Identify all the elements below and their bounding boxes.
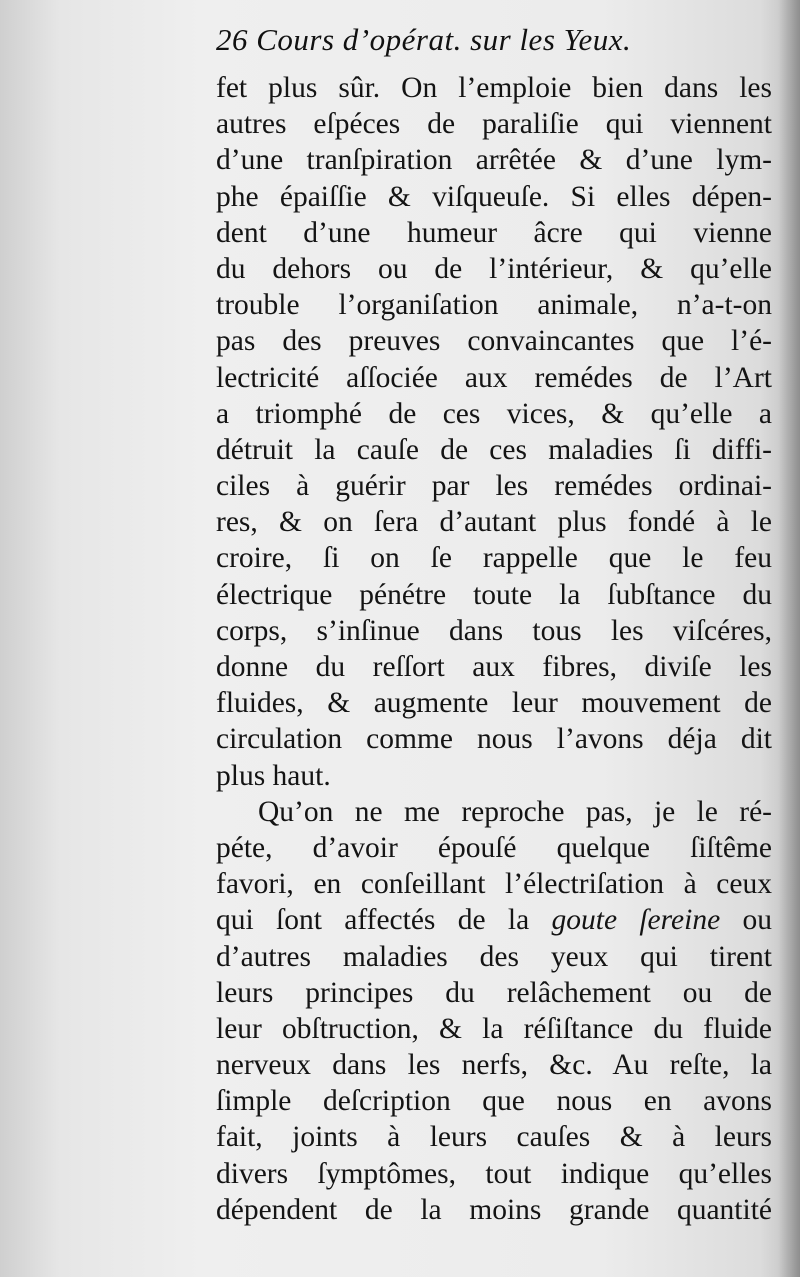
text-line: pas des preuves convaincantes que l’é- bbox=[216, 325, 772, 358]
text-line: ciles à guérir par les remédes ordinai- bbox=[216, 470, 772, 503]
text-line: donne du reſſort aux fibres, diviſe les bbox=[216, 651, 772, 683]
text-line: phe épaiſſie & viſqueuſe. Si elles dépen- bbox=[216, 180, 772, 213]
text-line: ſimple deſcription que nous en avons bbox=[216, 1085, 772, 1118]
text-line: dépendent de la moins grande quantité bbox=[216, 1193, 772, 1226]
text-line: trouble l’organiſation animale, n’a-t-on bbox=[216, 289, 772, 322]
text-segment: ou bbox=[742, 904, 772, 937]
text-line: nerveux dans les nerfs, &c. Au reſte, la bbox=[216, 1049, 772, 1082]
text-line-with-italic bbox=[216, 902, 772, 938]
page-edge-shadow bbox=[778, 0, 800, 1277]
text-line: fet plus sûr. On l’emploie bien dans les bbox=[216, 72, 772, 104]
text-line: du dehors ou de l’intérieur, & qu’elle bbox=[216, 252, 772, 285]
italic-term: goute ſereine bbox=[551, 904, 721, 937]
text-segment: qui ſont affectés de la bbox=[216, 904, 530, 937]
text-line: circulation comme nous l’avons déja dit bbox=[216, 723, 772, 756]
text-line: fait, joints à leurs cauſes & à leurs bbox=[216, 1121, 772, 1154]
running-head: 26 Cours d’opérat. sur les Yeux. bbox=[216, 22, 632, 57]
text-line: d’autres maladies des yeux qui tirent bbox=[216, 940, 772, 973]
text-line: corps, s’inſinue dans tous les viſcéres, bbox=[216, 614, 772, 647]
text-line: divers ſymptômes, tout indique qu’elles bbox=[216, 1157, 772, 1190]
text-line: détruit la cauſe de ces maladies ſi diffi- bbox=[216, 433, 772, 466]
text-line: électrique pénétre toute la ſubſtance du bbox=[216, 578, 772, 611]
paragraph-start-line: Qu’on ne me reproche pas, je le ré- bbox=[258, 795, 772, 828]
text-line: res, & on ſera d’autant plus fondé à le bbox=[216, 506, 772, 539]
text-line: fluides, & augmente leur mouvement de bbox=[216, 687, 772, 720]
body-text bbox=[216, 70, 772, 1228]
text-line: d’une tranſpiration arrêtée & d’une lym- bbox=[216, 144, 772, 177]
text-line: favori, en conſeillant l’électriſation à ceux bbox=[216, 868, 772, 901]
text-line: dent d’une humeur âcre qui vienne bbox=[216, 216, 772, 249]
text-line: croire, ſi on ſe rappelle que le feu bbox=[216, 542, 772, 575]
text-line: a triomphé de ces vices, & qu’elle a bbox=[216, 397, 772, 430]
text-line: plus haut. bbox=[216, 759, 331, 792]
text-line: leurs principes du relâchement ou de bbox=[216, 976, 772, 1009]
text-line: autres eſpéces de paraliſie qui viennent bbox=[216, 108, 772, 141]
text-line: leur obſtruction, & la réſiſtance du fluide bbox=[216, 1012, 772, 1045]
text-line: lectricité aſſociée aux remédes de l’Art bbox=[216, 361, 772, 394]
text-line: péte, d’avoir épouſé quelque ſiſtême bbox=[216, 831, 772, 864]
